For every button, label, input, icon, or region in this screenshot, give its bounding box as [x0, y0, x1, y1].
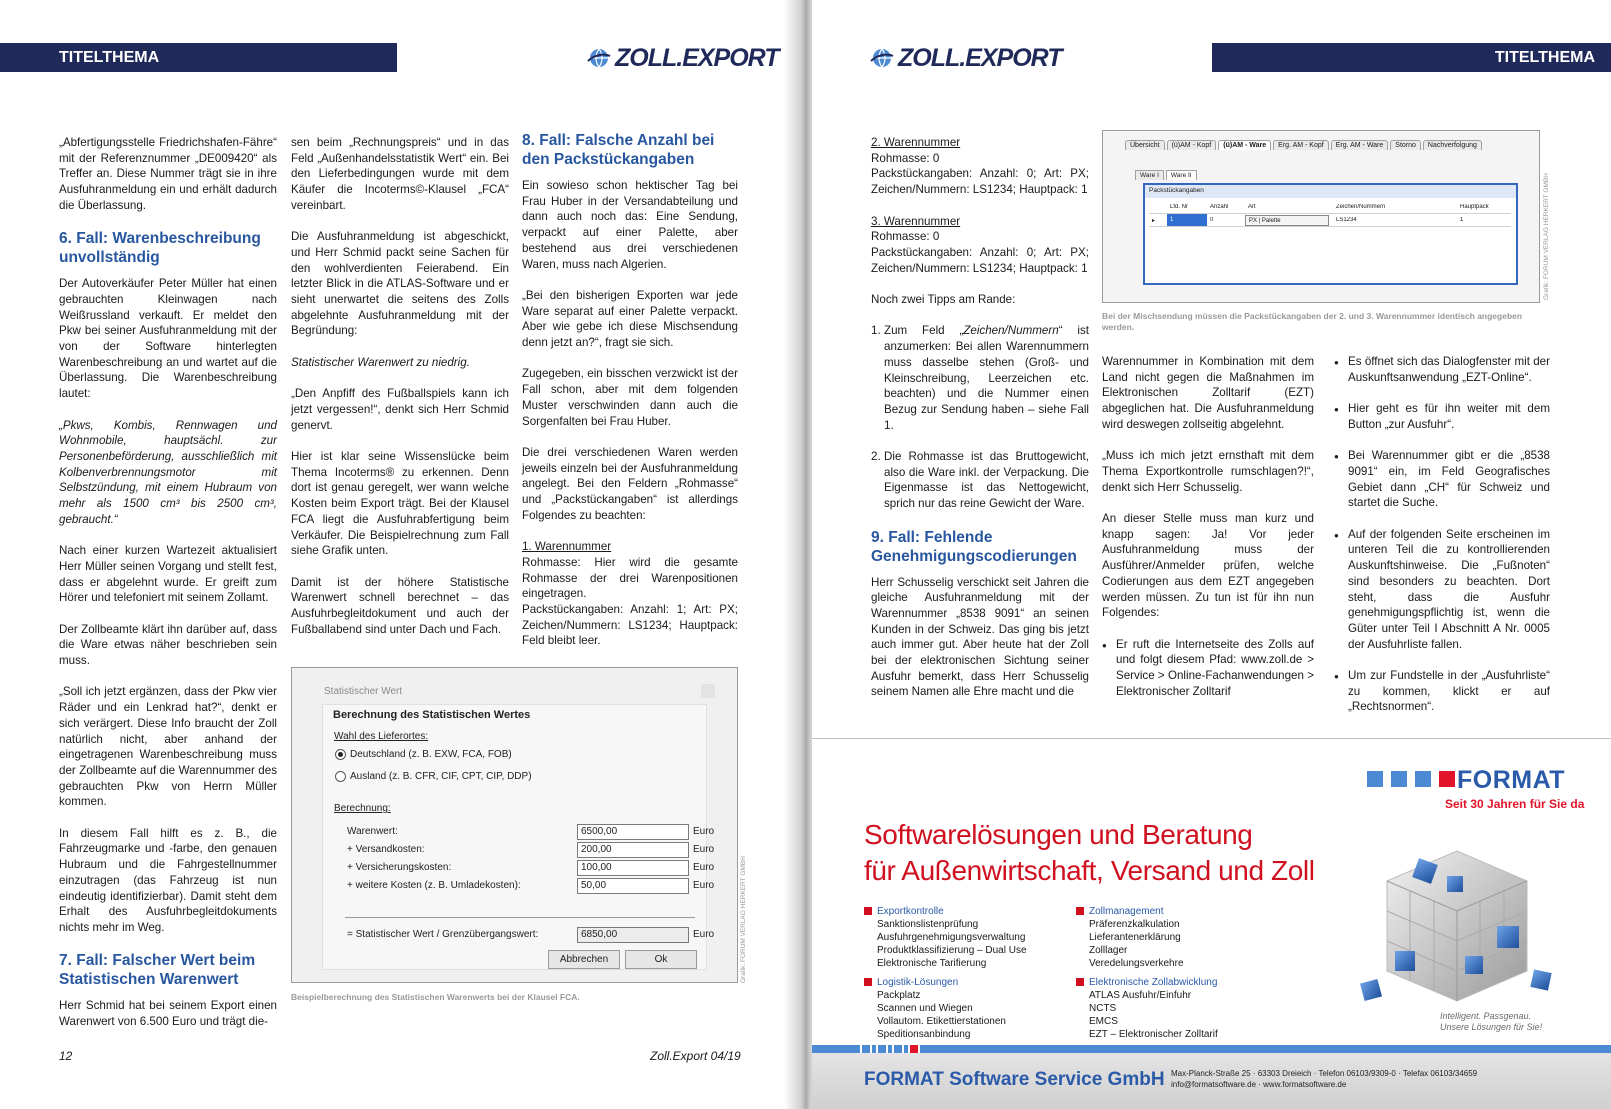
tip-item: 2. Die Rohmasse ist das Bruttogewicht, also die Ware inkl. der Verpackung. Die Eigenmasse ist das Nettogewicht, sprich nur das reine Gewicht der Ware. — [871, 450, 1089, 511]
paragraph: „Den Anpfiff des Fußballspiels kann ich jetzt vergessen!“, denkt sich Herr Schmid genervt. — [291, 387, 509, 432]
ad-item: Sanktionslistenprüfung — [877, 919, 979, 930]
right-page — [812, 0, 1611, 1109]
cube-stack-illustration — [1357, 831, 1557, 1011]
ad-list-right — [1076, 905, 1218, 1041]
figure-caption: Bei der Mischsendung müssen die Packstückangaben der 2. und 3. Warennummer identisch angegeben werden. — [1102, 311, 1523, 332]
tip-item: 1. Zum Feld „Zeichen/Nummern“ ist anzumerken: Bei allen Warennummern muss dasselbe stehen (Groß- und Kleinschreibung, Leerzeichen etc. beachten) und die Nummer einen Bezug zur Sendung haben – siehe Fall 1. — [871, 324, 1089, 432]
ad-category: Elektronische Zollabwicklung — [1076, 976, 1218, 989]
dialog-heading: Berechnung des Statistischen Wertes — [333, 709, 531, 721]
dialog-window-title: Statistischer Wert — [324, 686, 403, 697]
ad-address-line: Max-Planck-Straße 25 · 63303 Dreieich · Telefon 06103/9309-0 · Telefax 06103/34659 — [1171, 1069, 1478, 1078]
paragraph: Damit ist der höhere Statistische Warenwert schnell berechnet – das Ausfuhrbegleitdokument und auch der Fußballabend sind unter Dach und Fach. — [291, 575, 509, 636]
tab-cancel[interactable]: Storno — [1390, 140, 1421, 150]
cube-stack — [1360, 851, 1552, 1001]
ad-item: EMCS — [1089, 1016, 1118, 1027]
sum-label: = Statistischer Wert / Grenzübergangswert: — [347, 929, 539, 940]
calc-row-other — [347, 878, 715, 894]
radio-empty-icon — [335, 771, 346, 782]
ad-category: Exportkontrolle — [864, 905, 1027, 918]
tips-intro: Noch zwei Tipps am Rande: — [871, 293, 1016, 306]
tab-am-goods[interactable]: (ü)AM - Ware — [1218, 140, 1271, 150]
subtab-goods-2[interactable]: Ware II — [1166, 170, 1197, 180]
column-header: Hauptpack — [1460, 204, 1489, 210]
globe-icon — [870, 47, 894, 69]
cancel-button[interactable]: Abbrechen — [548, 950, 620, 969]
paragraph: Der Zollbeamte klärt ihn darüber auf, dass die Ware etwas näher beschrieben sein muss. — [59, 622, 277, 668]
ad-list-left — [864, 905, 1027, 1041]
ad-headline-line: für Außenwirtschaft, Versand und Zoll — [864, 855, 1315, 886]
column-header: Anzahl — [1210, 204, 1229, 210]
ad-category: Zollmanagement — [1076, 905, 1218, 918]
left-column-2 — [291, 135, 509, 653]
ad-company-name: FORMAT Software Service GmbH — [864, 1069, 1165, 1090]
shipping-cost-input[interactable]: 200,00 — [577, 842, 689, 858]
paragraph: Zugegeben, ein bisschen verzwickt ist der Fall schon, aber mit dem folgenden Muster verschwinden dann auch die Sorgenfalten bei Frau Huber. — [522, 367, 738, 428]
ad-tagline-line: Intelligent. Passgenau. — [1440, 1011, 1532, 1021]
logo-text: ZOLL.EXPORT — [898, 43, 1062, 72]
paragraph: Die Ausfuhranmeldung ist abgeschickt, und Herr Schmid packt seine Sachen für den wohlverdienten Feierabend. Ein letzter Blick in die ATLAS-Software und er sieht unerwartet die seitens des Zolls abgelehnte Ausfuhranmeldung mit der Begründung: — [291, 230, 509, 338]
paragraph: Herr Schusselig verschickt seit Jahren die gleiche Ausfuhranmeldung mit der Warennummer „8538 9091“ an seinen Kunden in der Schweiz. Das ging bis jetzt auch immer gut. Aber heute hat der Zoll bei der elektronischen Sichtung seiner Ausfuhr bemerkt, dass Herr Schusselig seinem Namen alle Ehre macht und die — [871, 575, 1089, 699]
tips-list — [871, 323, 1089, 511]
section-band-right: TITELTHEMA — [1212, 43, 1611, 72]
delivery-place-label: Wahl des Lieferortes: — [334, 731, 429, 742]
step-item: ● Bei Warennummer gibt er die „8538 9091“ ein, im Feld Geografisches Gebiet dann „CH“ für Schweiz und startet die Suche. — [1334, 448, 1550, 511]
dialog-body — [322, 704, 715, 970]
statistical-value-dialog-figure — [291, 667, 738, 983]
step-item: ● Auf der folgenden Seite erscheinen im unteren Teil die zu kontrollierenden Auskunftshinweise. Die „Fußnoten“ sind besonders zu beachten. Dort steht, dass die Ausfuhr genehmigungspflichtig ist, wenn die Güter unter Teil I Abschnitt A Nr. 0005 der Ausfuhrliste fallen. — [1334, 527, 1550, 653]
row-unit: Euro — [693, 929, 715, 940]
packages-table — [1149, 201, 1511, 227]
paragraph: Ein sowieso schon hektischer Tag bei Frau Huber in der Versandabteilung und dann auch noch das: Eine Sendung, verpackt auf einer Palette, aber bestehend aus drei verschiedenen Waren, muss nach Algerien. — [522, 179, 738, 271]
row-label: + Versicherungskosten: — [347, 862, 452, 873]
radio-abroad[interactable] — [335, 771, 532, 782]
column-header: Lfd. Nr — [1170, 204, 1189, 210]
paragraph: sen beim „Rechnungspreis“ und in das Feld „Außenhandelsstatistik Wert“ ein. Bei den Lieferbedingungen wurde mit dem Käufer die Incoterms©-Klausel „FCA“ vereinbart. — [291, 136, 509, 212]
tab-am-header[interactable]: (ü)AM - Kopf — [1167, 140, 1217, 150]
ad-item: Speditionsanbindung — [877, 1029, 971, 1040]
radio-selected-icon — [335, 749, 346, 760]
globe-icon — [587, 47, 611, 69]
square-icon — [1391, 771, 1407, 787]
subtab-goods-1[interactable]: Ware I — [1135, 170, 1164, 180]
paragraph: Herr Schmid hat bei seinem Export einen Warenwert von 6.500 Euro und trägt die- — [59, 999, 277, 1029]
calc-row-insurance — [347, 860, 715, 876]
right-column-1 — [871, 135, 1089, 716]
ad-item: Produktklassifizierung – Dual Use — [877, 945, 1027, 956]
figure-credit: Grafik: FORUM VERLAG HERKERT GMBH — [1543, 173, 1550, 300]
page-number: 12 — [59, 1049, 73, 1063]
goods-number-3-mass: Rohmasse: 0 — [871, 230, 940, 244]
ok-button[interactable]: Ok — [625, 950, 697, 969]
packages-panel — [1143, 183, 1518, 285]
goods-number-2 — [871, 135, 1089, 198]
goods-number-3-packages: Packstückangaben: Anzahl: 0; Art: PX; Zeichen/Nummern: LS1234; Hauptpack: 1 — [871, 245, 1089, 275]
square-icon — [1439, 771, 1455, 787]
calculation-label: Berechnung: — [334, 803, 391, 814]
column-header: Zeichen/Nummern — [1336, 204, 1386, 210]
figure-credit: Grafik: FORUM VERLAG HERKERT GMBH — [740, 856, 747, 983]
right-column-2 — [1102, 354, 1314, 715]
packages-screenshot-figure — [1102, 130, 1540, 303]
zoll-export-logo — [870, 42, 1062, 74]
paragraph: Statistischer Warenwert zu niedrig. — [291, 355, 470, 369]
ad-since: Seit 30 Jahren für Sie da — [1445, 797, 1585, 811]
goods-number-3-title: 3. Warennummer — [871, 214, 961, 228]
ad-address — [1171, 1068, 1477, 1090]
ad-tagline — [1440, 1011, 1542, 1033]
step-item: ● Hier geht es für ihn weiter mit dem Button „zur Ausfuhr“. — [1334, 401, 1550, 432]
tab-supp-goods[interactable]: Erg. AM - Ware — [1331, 140, 1389, 150]
paragraph: An dieser Stelle muss man kurz und knapp sagen: Ja! Vor jeder Ausfuhranmeldung muss der Ausführer/Anmelder prüfen, welche Codierungen aus dem EZT angegeben werden müssen. Zu tun ist für ihn nun Folgendes: — [1102, 512, 1314, 620]
goods-number-1-text2: Packstückangaben: Anzahl: 1; Art: PX; Zeichen/Nummern: LS1234; Hauptpack: Feld bleibt leer. — [522, 602, 738, 648]
goods-number-1-text: Rohmasse: Hier wird die gesamte Rohmasse der drei Warenpositionen eingetragen. — [522, 555, 738, 601]
paragraph: Hier ist klar seine Wissenslücke beim Thema Incoterms® zu erkennen. Denn dort ist genau geregelt, wer wann welche Kosten beim Export trägt. Bei der Klausel FCA liegt die Ausfuhrabfertigung beim Verkäufer. Die Beispielrechnung zum Fall siehe Grafik unten. — [291, 450, 509, 558]
heading-case-7: 7. Fall: Falscher Wert beim Statistischen Warenwert — [59, 952, 256, 989]
goods-number-2-packages: Packstückangaben: Anzahl: 0; Art: PX; Zeichen/Nummern: LS1234; Hauptpack: 1 — [871, 167, 1089, 197]
goods-number-1 — [522, 539, 738, 649]
calc-row-goods-value — [347, 824, 715, 840]
section-band-left: TITELTHEMA — [0, 43, 397, 72]
issue-label: Zoll.Export 04/19 — [650, 1049, 741, 1063]
column-header: Art — [1248, 204, 1256, 210]
ad-item: ATLAS Ausfuhr/Einfuhr — [1089, 990, 1192, 1001]
steps-list — [1102, 637, 1314, 700]
ad-category: Logistik-Lösungen — [864, 976, 1027, 989]
sum-value-field: 6850,00 — [577, 927, 689, 943]
step-item: ● Um zur Fundstelle in der „Ausfuhrliste“ zu kommen, klickt er auf „Rechtsnormen“. — [1334, 668, 1550, 715]
table-cell[interactable]: LS1234 — [1336, 217, 1357, 223]
table-cell[interactable]: 1 — [1167, 214, 1207, 226]
row-label: + weitere Kosten (z. B. Umladekosten): — [347, 880, 521, 891]
goods-number-3 — [871, 214, 1089, 277]
paragraph: „Bei den bisherigen Exporten war jede Ware separat auf einer Palette verpackt. Aber wie gebe ich diese Mischsendung denn jetzt an?“, fragt sie sich. — [522, 288, 738, 350]
goods-value-input[interactable]: 6500,00 — [577, 824, 689, 840]
goods-number-2-mass: Rohmasse: 0 — [871, 151, 940, 165]
row-label: Warenwert: — [347, 826, 398, 837]
calc-row-sum — [347, 927, 715, 943]
square-icon — [1415, 771, 1431, 787]
left-page — [0, 0, 800, 1109]
goods-number-1-title: 1. Warennummer — [522, 540, 612, 554]
right-column-3 — [1334, 354, 1550, 731]
tab-supp-header[interactable]: Erg. AM - Kopf — [1273, 140, 1329, 150]
ad-item: Zolllager — [1089, 945, 1128, 956]
row-unit: Euro — [693, 844, 715, 855]
quote-paragraph: „Pkws, Kombis, Rennwagen und Wohnmobile, hauptsächl. zur Personenbeförderung, ausschließlich mit Kolbenverbrennungsmotor mit Selbstzündung, mit einem Hubraum von mehr als 1500 cm³ bis 2500 cm³, gebraucht.“ — [59, 418, 277, 526]
ad-stripe — [812, 1045, 1611, 1053]
ad-item: Präferenzkalkulation — [1089, 919, 1180, 930]
radio-germany-label: Deutschland (z. B. EXW, FCA, FOB) — [350, 749, 512, 760]
ad-address-line: info@formatsoftware.de · www.formatsoftware.de — [1171, 1080, 1347, 1089]
ad-item: Lieferantenerklärung — [1089, 932, 1181, 943]
ad-headline-line: Softwarelösungen und Beratung — [864, 819, 1253, 850]
ad-item: Elektronische Tarifierung — [877, 958, 987, 969]
ad-item: Ausfuhrgenehmigungsverwaltung — [877, 932, 1026, 943]
row-pointer-icon: ▸ — [1152, 217, 1156, 224]
ad-item: Vollautom. Etikettierstationen — [877, 1016, 1006, 1027]
step-item: ● Er ruft die Internetseite des Zolls auf und folgt diesem Pfad: www.zoll.de > Service > Online-Fachanwendungen > Elektronischer Zolltarif — [1102, 637, 1314, 700]
main-tabs — [1125, 140, 1482, 150]
goods-number-2-title: 2. Warennummer — [871, 136, 961, 149]
square-icon — [1367, 771, 1383, 787]
left-column-3 — [522, 131, 738, 649]
tab-tracking[interactable]: Nachverfolgung — [1423, 140, 1482, 150]
brand-squares — [1367, 771, 1455, 787]
heading-case-8: 8. Fall: Falsche Anzahl bei den Packstückangaben — [522, 132, 715, 168]
divider — [345, 917, 695, 918]
row-unit: Euro — [693, 826, 715, 837]
paragraph: Warennummer in Kombination mit dem Land nicht gegen die Maßnahmen im Elektronischen Zolltarif (EZT) abgeglichen hat. Die Ausfuhranmeldung wird deswegen zollseitig abgelehnt. — [1102, 355, 1314, 431]
steps-list — [1334, 354, 1550, 715]
tab-overview[interactable]: Übersicht — [1125, 140, 1165, 150]
table-header — [1149, 201, 1511, 214]
paragraph: Der Autoverkäufer Peter Müller hat einen gebrauchten Kleinwagen nach Weißrussland verkauft. Er meldet den Pkw bei seiner Ausfuhranmeldung mit der von der Software hinterlegten Warenbeschreibung an und wartet auf die Überlassung. Die Warenbeschreibung lautet: — [59, 277, 277, 401]
figure-caption: Beispielberechnung des Statistischen Warenwerts bei der Klausel FCA. — [291, 992, 580, 1002]
goods-subtabs — [1135, 170, 1197, 180]
row-label: + Versandkosten: — [347, 844, 425, 855]
paragraph: Nach einer kurzen Wartezeit aktualisiert Herr Müller seinen Vorgang und stellt fest, dass er abgelehnt wurde. Er greift zum Hörer und telefoniert mit seinem Zollamt. — [59, 544, 277, 605]
ad-footer — [812, 1053, 1611, 1109]
ad-item: Veredelungsverkehre — [1089, 958, 1184, 969]
close-icon[interactable] — [701, 684, 715, 698]
other-cost-input[interactable]: 50,00 — [577, 878, 689, 894]
paragraph: „Abfertigungsstelle Friedrichshafen-Fähre“ mit der Referenznummer „DE009420“ als Treffer an. Diese Nummer trägt sie in ihre Ausfuhranmeldung ein und erhält dadurch die Überlassung. — [59, 136, 277, 212]
ad-item: Packplatz — [877, 990, 921, 1001]
heading-case-9: 9. Fall: Fehlende Genehmigungscodierungen — [871, 528, 1077, 565]
radio-germany[interactable] — [335, 749, 512, 760]
ad-headline — [864, 817, 1315, 889]
ad-item: EZT – Elektronischer Zolltarif — [1089, 1029, 1218, 1040]
row-unit: Euro — [693, 880, 715, 891]
paragraph: In diesem Fall hilft es z. B., die Fahrzeugmarke und -farbe, den genauen Hubraum und die Fahrgestellnummer einzutragen (das Fahrzeug ist nun eindeutig identifizierbar). Damit steht dem Erhalt des Ausfuhrbegleitdokuments nichts mehr im Weg. — [59, 826, 277, 934]
table-cell[interactable]: 1 — [1460, 217, 1464, 223]
ad-item: NCTS — [1089, 1003, 1117, 1014]
paragraph: „Soll ich jetzt ergänzen, dass der Pkw vier Räder und ein Lenkrad hat?“, denkt er sich verärgert. Diese Info braucht der Zoll natürlich nicht, aber anhand der eingetragenen Warenbeschreibung muss der Zollbeamte auf die Warennummer des gebrauchten Pkw von Herrn Müller kommen. — [59, 685, 277, 809]
calc-row-shipping — [347, 842, 715, 858]
radio-abroad-label: Ausland (z. B. CFR, CIF, CPT, CIP, DDP) — [350, 771, 532, 782]
table-row[interactable] — [1149, 214, 1511, 227]
insurance-cost-input[interactable]: 100,00 — [577, 860, 689, 876]
paragraph: „Muss ich mich jetzt ernsthaft mit dem Thema Exportkontrolle rumschlagen?!“, denkt sich Herr Schusselig. — [1102, 449, 1314, 494]
row-unit: Euro — [693, 862, 715, 873]
package-type-dropdown[interactable]: PX | Palette — [1245, 215, 1329, 226]
step-item: ● Es öffnet sich das Dialogfenster mit der Auskunftsanwendung „EZT-Online“. — [1334, 354, 1550, 385]
zoll-export-logo — [587, 42, 779, 74]
format-advertisement — [812, 738, 1611, 1109]
panel-title: Packstückangaben — [1145, 185, 1516, 198]
table-cell[interactable]: 0 — [1210, 217, 1214, 223]
heading-case-6: 6. Fall: Warenbeschreibung unvollständig — [59, 230, 261, 267]
left-column-1 — [59, 135, 277, 1045]
ad-tagline-line: Unsere Lösungen für Sie! — [1440, 1022, 1543, 1032]
paragraph: Die drei verschiedenen Waren werden jeweils einzeln bei der Ausfuhranmeldung angelegt. Bei den Feldern „Rohmasse“ und „Packstückangaben“ ist allerdings Folgendes zu beachten: — [522, 445, 738, 522]
ad-item: Scannen und Wiegen — [877, 1003, 973, 1014]
ad-brand: FORMAT — [1457, 766, 1566, 794]
logo-text: ZOLL.EXPORT — [615, 43, 779, 72]
